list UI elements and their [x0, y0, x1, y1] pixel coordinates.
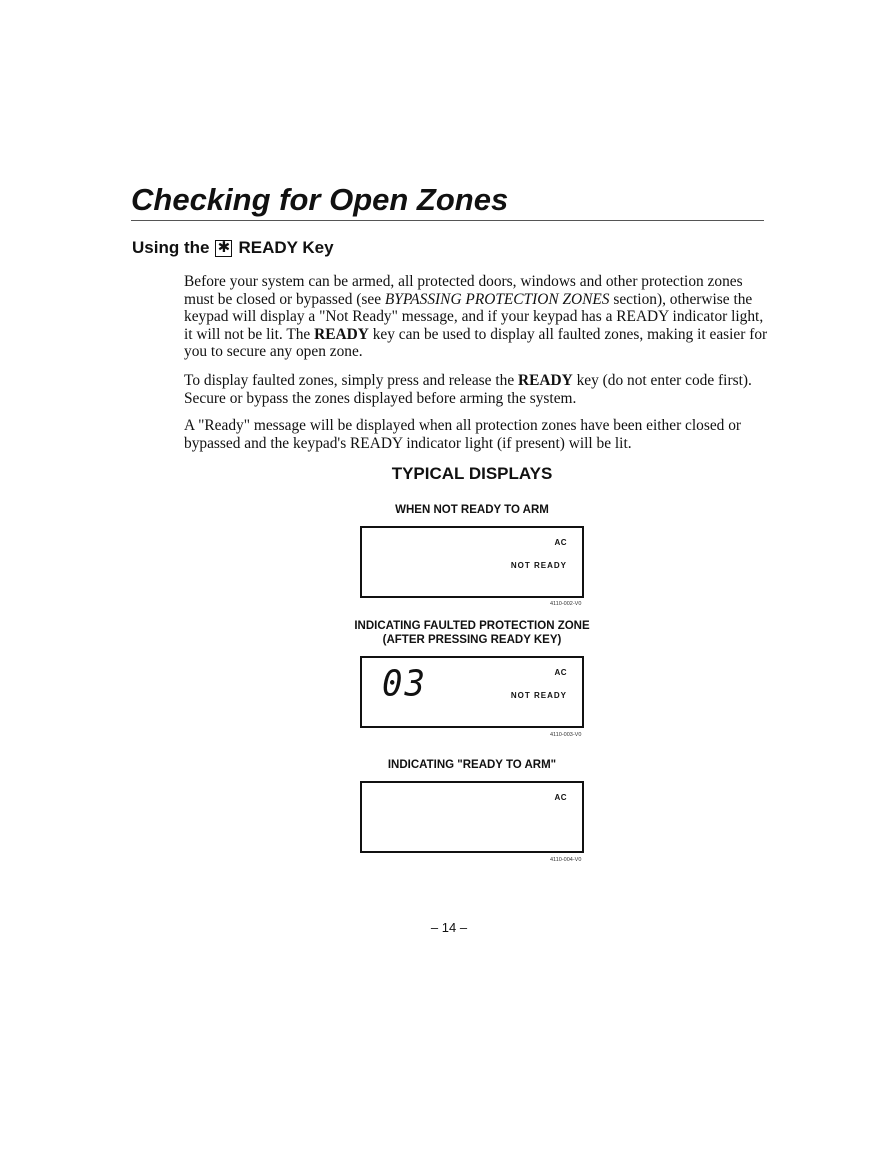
paragraph-ready-message: A "Ready" message will be displayed when all protection zones have been either closed or bypassed and the keypad's READY indicator light (if present) will be lit.: [184, 417, 742, 452]
star-key-symbol: ✱: [217, 237, 231, 256]
ac-indicator: AC: [554, 538, 567, 547]
page-number: [0, 920, 892, 935]
keypad-display-faulted-zone: [360, 656, 584, 728]
typical-displays-heading: [0, 464, 892, 484]
keypad-display-ready: [360, 781, 584, 853]
paragraph-text: Before your system can be armed, all protected doors, windows and other protection zones must be closed or bypassed (see: [184, 273, 743, 308]
caption-line: WHEN NOT READY TO ARM: [395, 504, 549, 516]
title-rule: [131, 220, 764, 221]
bypass-section-reference: BYPASSING PROTECTION ZONES: [384, 290, 610, 308]
figure-id: 4110-004-V0: [550, 857, 582, 863]
page-number-text: – 14 –: [430, 920, 468, 935]
caption-line: (AFTER PRESSING READY KEY): [382, 634, 562, 646]
zone-number-digits: 03: [382, 663, 427, 705]
paragraph-text: section), otherwise the keypad will display a "Not Ready" message, and if your keypad has a READY indicator light, it will not be lit. The: [184, 290, 764, 343]
subheading-suffix: READY Key: [238, 238, 334, 257]
typical-displays-title: TYPICAL DISPLAYS: [391, 464, 553, 483]
status-text: NOT READY: [510, 691, 567, 700]
paragraph-text: key can be used to display all faulted zones, making it easier for you to secure any open zone.: [184, 325, 768, 361]
ready-key-emphasis: READY: [518, 372, 573, 389]
display-caption: [26, 758, 892, 772]
paragraph-armed-requirements: [184, 273, 774, 361]
paragraph-text: key (do not enter code first). Secure or bypass the zones displayed before arming the system.: [184, 372, 752, 407]
caption-line: INDICATING "READY TO ARM": [387, 759, 557, 771]
display-caption: [26, 619, 892, 647]
page-title: Checking for Open Zones: [131, 182, 509, 217]
figure-id: 4110-003-V0: [550, 732, 582, 738]
ready-key-emphasis: READY: [314, 325, 369, 343]
paragraph-display-faulted: [184, 372, 774, 407]
subheading-prefix: Using the: [132, 238, 210, 257]
keypad-display-not-ready: [360, 526, 584, 598]
display-caption: [26, 503, 892, 517]
ac-indicator: AC: [554, 793, 567, 802]
star-key-icon: [215, 237, 232, 257]
ac-indicator: AC: [554, 668, 567, 677]
section-subheading: [132, 238, 334, 258]
figure-id: 4110-002-V0: [550, 601, 582, 607]
caption-line: INDICATING FAULTED PROTECTION ZONE: [354, 620, 590, 632]
paragraph-text: To display faulted zones, simply press and release the: [184, 372, 519, 389]
status-text: NOT READY: [510, 561, 567, 570]
